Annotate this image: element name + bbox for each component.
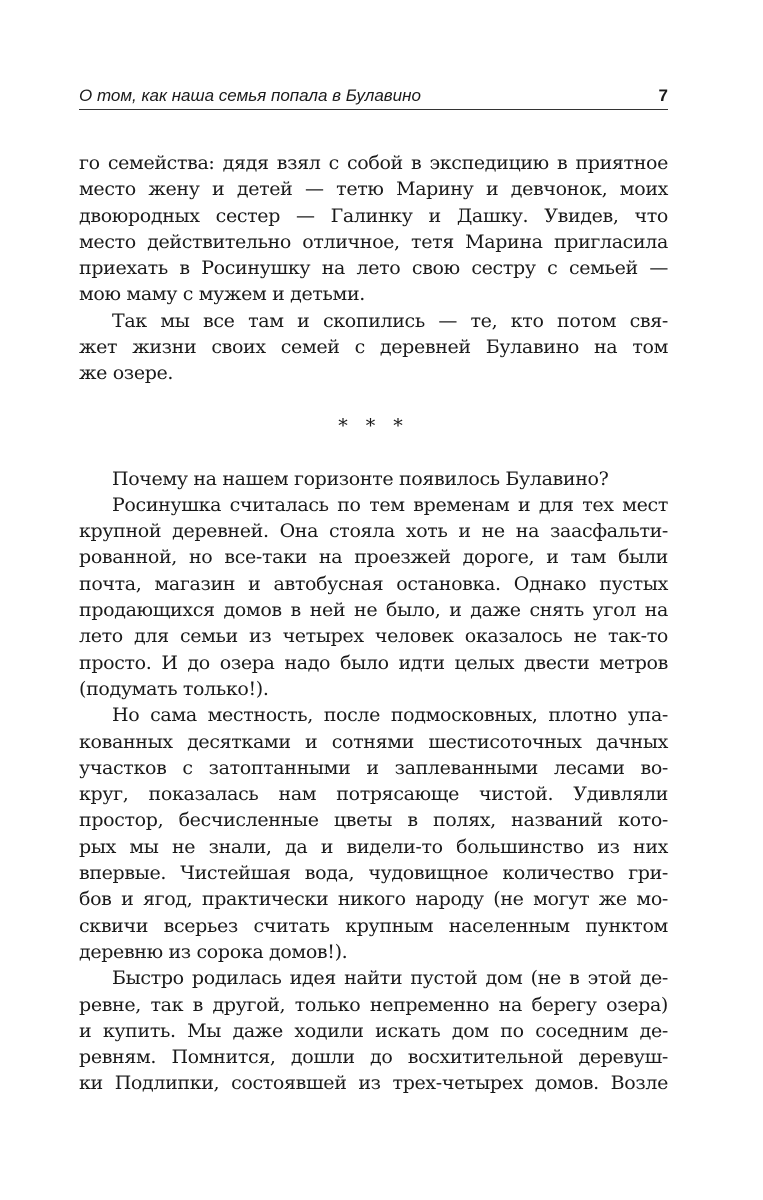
text-line: круг, показалась нам потрясающе чистой. Удивляли <box>79 783 668 806</box>
text-line: лето для семьи из четырех человек оказалось не так-то <box>79 625 668 648</box>
text-line: место действительно отличное, тетя Марина пригласила <box>79 230 668 253</box>
text-line: сквичи всерьез считать крупным населенным пунктом <box>79 914 668 937</box>
section-break-asterisks: * * * <box>338 414 409 437</box>
text-line: крупной деревней. Она стояла хоть и не на заасфальти- <box>79 520 668 543</box>
text-line: место жену и детей — тетю Марину и девчонок, моих <box>79 178 668 201</box>
text-line: почта, магазин и автобусная остановка. Однако пустых <box>79 572 668 595</box>
text-line: го семейства: дядя взял с собой в экспедицию в приятное <box>79 152 668 174</box>
section-gap <box>79 387 668 413</box>
page-number: 7 <box>658 86 668 105</box>
body-text <box>79 150 668 1097</box>
text-line: рованной, но все-таки на проезжей дороге, и там были <box>79 546 668 569</box>
text-line: впервые. Чистейшая вода, чудовищное количество гри- <box>79 862 668 885</box>
section-gap <box>79 439 668 465</box>
running-title: О том, как наша семья попала в Булавино <box>79 86 421 105</box>
text-line: и купить. Мы даже ходили искать дом по соседним де- <box>79 1019 668 1042</box>
paragraph-first-line: Быстро родилась идея найти пустой дом (не в этой де- <box>112 967 668 990</box>
text-line: ки Подлипки, состоявшей из трех-четырех домов. Возле <box>79 1072 668 1095</box>
text-line: приехать в Росинушку на лето свою сестру с семьей — <box>79 257 668 280</box>
text-line: продающихся домов в ней не было, и даже снять угол на <box>79 599 668 622</box>
text-line: (подумать только!). <box>79 677 269 700</box>
text-line: бов и ягод, практически никого народу (не могут же мо- <box>79 888 668 911</box>
text-line: кованных десятками и сотнями шестисоточных дачных <box>79 730 668 753</box>
paragraph-first-line: Росинушка считалась по тем временам и для тех мест <box>112 493 668 516</box>
text-line: просто. И до озера надо было идти целых двести метров <box>79 651 668 674</box>
text-line: рых мы не знали, да и видели-то большинство из них <box>79 835 668 858</box>
text-line: простор, бесчисленные цветы в полях, названий кото- <box>79 809 668 832</box>
text-line: мою маму с мужем и детьми. <box>79 283 365 306</box>
text-line: двоюродных сестер — Галинку и Дашку. Увидев, что <box>79 204 668 227</box>
text-line: ревням. Помнится, дошли до восхитительной деревуш- <box>79 1046 668 1069</box>
paragraph-first-line: Почему на нашем горизонте появилось Булавино? <box>112 467 609 490</box>
running-head <box>79 85 668 110</box>
text-line: деревню из сорока домов!). <box>79 940 348 963</box>
text-line: ревне, так в другой, только непременно на берегу озера) <box>79 993 668 1016</box>
paragraph-first-line: Так мы все там и скопились — те, кто потом свя- <box>112 309 668 332</box>
text-line: жет жизни своих семей с деревней Булавино на том <box>79 336 668 359</box>
text-line: участков с затоптанными и заплеванными лесами во- <box>79 756 668 779</box>
paragraph-first-line: Но сама местность, после подмосковных, плотно упа- <box>112 704 668 727</box>
text-line: же озере. <box>79 362 174 385</box>
